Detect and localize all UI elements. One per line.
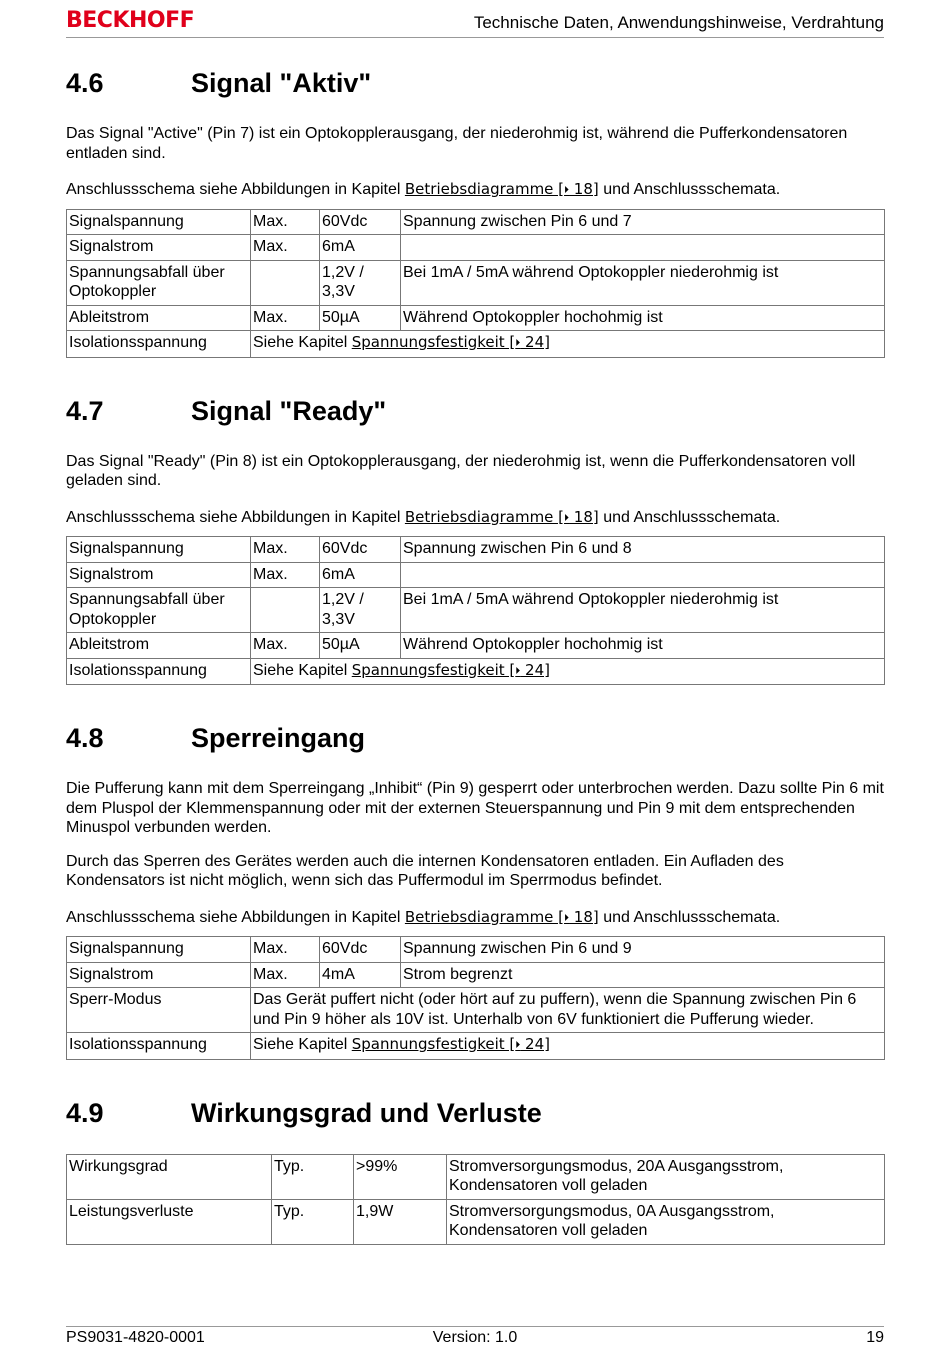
table-cell: Das Gerät puffert nicht (oder hört auf zu puffern), wenn die Spannung zwischen Pin 6 und Pin 9 höher als 10V ist. Unterhalb von 6V funktioniert die Pufferung wieder. <box>251 988 885 1033</box>
arrow-right-icon: ⏵ <box>564 912 570 924</box>
table-row <box>67 1033 885 1060</box>
table-cell: Stromversorgungsmodus, 20A Ausgangsstrom, Kondensatoren voll geladen <box>447 1154 885 1199</box>
table-cell: Max. <box>251 633 320 659</box>
table-cell: Spannung zwischen Pin 6 und 8 <box>401 537 885 563</box>
page-content <box>66 40 885 1245</box>
table-cell: Isolationsspannung <box>67 658 251 685</box>
link-text: Betriebsdiagramme [ <box>404 180 565 198</box>
spec-table-4-7 <box>66 536 885 685</box>
header-title: Technische Daten, Anwendungshinweise, Verdrahtung <box>473 13 884 32</box>
table-row <box>67 658 885 685</box>
arrow-right-icon: ⏵ <box>564 185 570 196</box>
table-cell: 60Vdc <box>320 209 401 235</box>
table-row <box>67 305 885 331</box>
section-number: 4.6 <box>66 68 104 98</box>
table-cell: Max. <box>251 209 320 235</box>
table-cell: Ableitstrom <box>67 305 251 331</box>
link-text: Spannungsfestigkeit [ <box>351 333 516 351</box>
table-cell: 50µA <box>320 633 401 659</box>
link-page: 24] <box>520 660 550 679</box>
table-cell: Typ. <box>272 1154 354 1199</box>
table-row <box>67 988 885 1033</box>
table-cell: 1,2V / 3,3V <box>320 260 401 305</box>
ref-suffix: und Anschlussschemata. <box>598 508 781 526</box>
link-text: Betriebsdiagramme [ <box>404 507 565 526</box>
table-cell: Max. <box>251 962 320 988</box>
table-cell: Signalspannung <box>67 209 251 235</box>
link-text: Spannungsfestigkeit [ <box>351 660 516 679</box>
link-text: Betriebsdiagramme [ <box>404 907 565 926</box>
section-intro: Das Signal "Ready" (Pin 8) ist ein Optokopplerausgang, der niederohmig ist, wenn die Pufferkondensatoren voll geladen sind. <box>66 452 856 489</box>
ref-suffix: und Anschlussschemata. <box>598 181 781 198</box>
section-number: 4.8 <box>66 723 104 753</box>
spec-table-4-9 <box>66 1154 885 1245</box>
link-page: 24] <box>520 333 550 351</box>
table-cell: Spannungsabfall über Optokoppler <box>67 588 251 633</box>
section-title: Sperreingang <box>191 723 366 753</box>
footer-doc-id: PS9031-4820-0001 <box>66 1329 205 1346</box>
section-heading-4-9 <box>66 1088 885 1138</box>
spec-table-4-8 <box>66 936 885 1060</box>
table-cell: 50µA <box>320 305 401 331</box>
schema-reference <box>66 908 885 929</box>
table-cell: Ableitstrom <box>67 633 251 659</box>
section-title: Wirkungsgrad und Verluste <box>191 1097 542 1128</box>
table-cell: Max. <box>251 937 320 963</box>
table-cell <box>251 331 885 358</box>
arrow-right-icon: ⏵ <box>564 512 570 524</box>
table-cell <box>251 658 885 685</box>
table-cell: Signalstrom <box>67 562 251 588</box>
ref-prefix: Anschlussschema siehe Abbildungen in Kapitel <box>66 181 405 198</box>
section-heading-4-6 <box>66 58 885 108</box>
table-cell: Sperr-Modus <box>67 988 251 1033</box>
link-betriebsdiagramme[interactable] <box>405 908 599 926</box>
iso-prefix: Siehe Kapitel <box>253 334 352 351</box>
section-intro: Die Pufferung kann mit dem Sperreingang „Inhibit“ (Pin 9) gesperrt oder unterbrochen werden. Dazu sollte Pin 6 mit dem Pluspol der Klemmenspannung oder mit der externen Steuerspannung und Pin 9 mit dem entsprechenden Minuspol verbunden werden. <box>66 780 884 836</box>
table-cell: >99% <box>354 1154 447 1199</box>
ref-prefix: Anschlussschema siehe Abbildungen in Kapitel <box>66 508 405 526</box>
link-spannungsfestigkeit[interactable] <box>352 661 550 679</box>
table-cell: Signalspannung <box>67 937 251 963</box>
section-title: Signal "Aktiv" <box>191 68 372 98</box>
table-cell <box>251 1033 885 1060</box>
table-cell: 60Vdc <box>320 537 401 563</box>
table-cell: Isolationsspannung <box>67 1033 251 1060</box>
table-cell: 1,2V / 3,3V <box>320 588 401 633</box>
table-cell: Leistungsverluste <box>67 1199 272 1244</box>
table-row <box>67 235 885 261</box>
table-cell: Spannungsabfall über Optokoppler <box>67 260 251 305</box>
table-cell <box>251 588 320 633</box>
schema-reference <box>66 508 885 529</box>
beckhoff-logo: BECKHOFF <box>66 8 195 33</box>
ref-suffix: und Anschlussschemata. <box>598 908 781 926</box>
table-cell: Max. <box>251 537 320 563</box>
table-cell: Bei 1mA / 5mA während Optokoppler niederohmig ist <box>401 260 885 305</box>
schema-reference <box>66 180 885 201</box>
table-cell: Strom begrenzt <box>401 962 885 988</box>
header-divider <box>66 37 884 38</box>
section-number: 4.9 <box>66 1097 104 1128</box>
table-cell: Während Optokoppler hochohmig ist <box>401 633 885 659</box>
table-cell: Max. <box>251 305 320 331</box>
table-row <box>67 588 885 633</box>
table-cell: Spannung zwischen Pin 6 und 9 <box>401 937 885 963</box>
table-cell <box>401 235 885 261</box>
link-page: 18] <box>569 507 599 526</box>
table-cell: 1,9W <box>354 1199 447 1244</box>
table-cell: Stromversorgungsmodus, 0A Ausgangsstrom, Kondensatoren voll geladen <box>447 1199 885 1244</box>
ref-prefix: Anschlussschema siehe Abbildungen in Kapitel <box>66 908 405 926</box>
table-cell: Wirkungsgrad <box>67 1154 272 1199</box>
link-betriebsdiagramme[interactable] <box>405 508 599 526</box>
link-text: Spannungsfestigkeit [ <box>351 1035 516 1053</box>
section-title: Signal "Ready" <box>191 395 387 426</box>
table-cell: 6mA <box>320 562 401 588</box>
footer-divider <box>66 1326 884 1327</box>
spec-table-4-6 <box>66 209 885 358</box>
table-row <box>67 537 885 563</box>
link-spannungsfestigkeit[interactable] <box>352 1035 550 1053</box>
section-number: 4.7 <box>66 395 104 426</box>
link-betriebsdiagramme[interactable] <box>405 180 599 198</box>
section-heading-4-8 <box>66 713 885 763</box>
table-cell: Bei 1mA / 5mA während Optokoppler niederohmig ist <box>401 588 885 633</box>
table-cell: Spannung zwischen Pin 6 und 7 <box>401 209 885 235</box>
table-cell: 6mA <box>320 235 401 261</box>
link-page: 18] <box>569 180 599 198</box>
table-cell: Signalstrom <box>67 235 251 261</box>
footer-page-number: 19 <box>866 1329 884 1346</box>
table-row <box>67 209 885 235</box>
table-cell: 4mA <box>320 962 401 988</box>
table-row <box>67 260 885 305</box>
arrow-right-icon: ⏵ <box>515 338 521 349</box>
table-row <box>67 1154 885 1199</box>
table-cell: Isolationsspannung <box>67 331 251 358</box>
table-cell: Max. <box>251 562 320 588</box>
table-cell: 60Vdc <box>320 937 401 963</box>
footer-version: Version: 1.0 <box>432 1329 518 1346</box>
link-page: 18] <box>569 907 599 926</box>
table-row <box>67 937 885 963</box>
arrow-right-icon: ⏵ <box>515 1040 521 1051</box>
table-cell: Signalstrom <box>67 962 251 988</box>
table-row <box>67 633 885 659</box>
table-cell: Während Optokoppler hochohmig ist <box>401 305 885 331</box>
table-row <box>67 562 885 588</box>
iso-prefix: Siehe Kapitel <box>253 1036 352 1053</box>
table-cell <box>401 562 885 588</box>
link-page: 24] <box>520 1035 550 1053</box>
iso-prefix: Siehe Kapitel <box>253 661 352 679</box>
table-cell: Signalspannung <box>67 537 251 563</box>
section-heading-4-7 <box>66 386 885 436</box>
table-row <box>67 1199 885 1244</box>
table-row <box>67 962 885 988</box>
table-cell: Typ. <box>272 1199 354 1244</box>
section-paragraph: Durch das Sperren des Gerätes werden auch die internen Kondensatoren entladen. Ein Aufladen des Kondensators ist nicht möglich, wenn sich das Puffermodul im Sperrmodus befindet. <box>66 852 784 889</box>
arrow-right-icon: ⏵ <box>515 665 521 677</box>
table-row <box>67 331 885 358</box>
table-cell: Max. <box>251 235 320 261</box>
link-spannungsfestigkeit[interactable] <box>352 333 550 351</box>
section-intro: Das Signal "Active" (Pin 7) ist ein Optokopplerausgang, der niederohmig ist, während die Pufferkondensatoren entladen sind. <box>66 125 848 162</box>
table-cell <box>251 260 320 305</box>
